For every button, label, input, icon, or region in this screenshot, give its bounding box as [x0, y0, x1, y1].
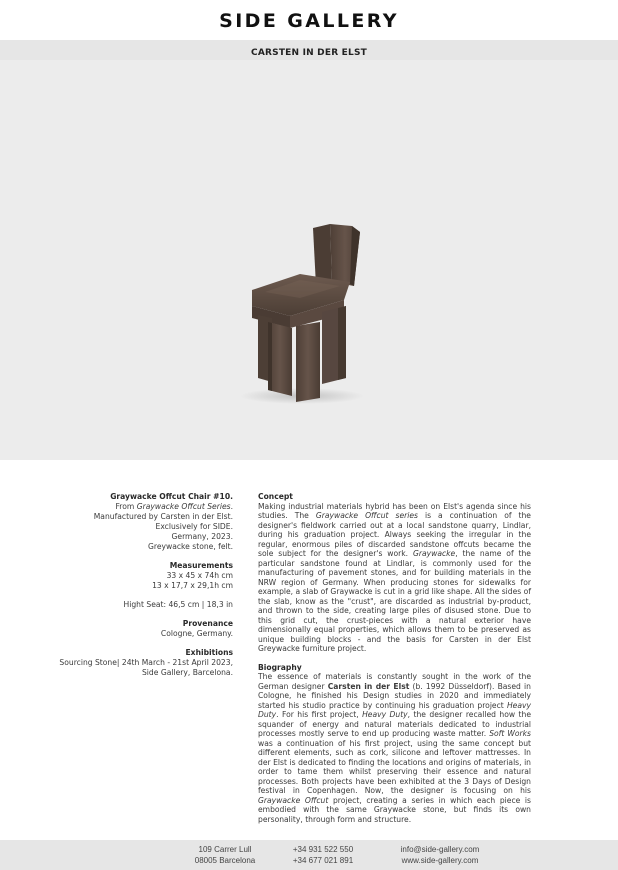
phone-1[interactable]: +34 931 522 550 — [292, 845, 354, 854]
footer-address — [170, 844, 280, 866]
chair-image — [0, 60, 618, 460]
exhibition-line-2: Side Gallery, Barcelona. — [141, 668, 233, 677]
bio-p6: project, creating a series in which each piece is embodied with the same Graywacke stone, but finds its own personality, through form and structure. — [258, 795, 531, 824]
origin: Germany, 2023. — [171, 532, 233, 541]
provenance: Cologne, Germany. — [160, 629, 233, 638]
series-name: Graywacke Offcut Series — [136, 502, 231, 511]
bio-p4: , the designer recalled how the squander of energy and natural materials dedicated to industrial processes mostly serve to end up producing waste matter. — [258, 710, 531, 738]
measurements-cm: 33 x 45 x 74h cm — [166, 571, 233, 580]
provenance-title: Provenance — [182, 619, 233, 628]
text-column — [258, 492, 531, 824]
chair-photo — [0, 60, 618, 460]
series-end: . — [230, 502, 233, 511]
biography-text — [258, 672, 531, 824]
biography-title: Biography — [258, 662, 302, 672]
from-prefix: From — [115, 502, 137, 511]
concept-p2: is a continuation of the designer's fieldwork carried out at a local sandstone quarry, Lindlar, during his graduation project. Always seeking the irregular in the regular, enormous piles of discarded sandstone offcuts became the sole subject for the designer's work. — [258, 511, 531, 558]
exclusivity: Exclusively for SIDE. — [155, 522, 233, 531]
bio-p3: . For his first project, — [276, 710, 363, 719]
footer — [0, 840, 618, 870]
measurements-title: Measurements — [169, 561, 233, 570]
exhibition-line-1: Sourcing Stone| 24th March - 21st April 2023, — [59, 658, 233, 667]
seat-height: Hight Seat: 46,5 cm | 18,3 in — [123, 600, 233, 609]
measurements-in: 13 x 17,7 x 29,1h cm — [152, 581, 233, 590]
artist-bar — [0, 40, 618, 60]
concept-p1: Making industrial materials hybrid has been on Elst's agenda since his studies. The — [258, 501, 531, 520]
manufacturer: Manufactured by Carsten in der Elst. — [93, 512, 233, 521]
bio-p2-em: Heavy Duty — [258, 700, 531, 719]
concept-title: Concept — [258, 492, 293, 501]
artwork-title: Graywacke Offcut Chair #10. — [110, 492, 233, 501]
phone-2[interactable]: +34 677 021 891 — [292, 856, 354, 865]
website-link[interactable]: www.side-gallery.com — [401, 856, 479, 865]
exhibitions-title: Exhibitions — [185, 648, 233, 657]
artwork-details — [33, 492, 233, 678]
address-line-1: 109 Carrer Lull — [198, 845, 252, 854]
bio-p4-em: Soft Works — [489, 729, 531, 738]
gallery-logo[interactable]: SIDE GALLERY — [219, 10, 399, 32]
bio-p3-em: Heavy Duty — [362, 710, 408, 719]
material: Greywacke stone, felt. — [148, 542, 233, 551]
concept-p2-em: Graywacke — [412, 549, 456, 558]
concept-p1-em: Graywacke Offcut series — [315, 511, 418, 520]
bio-p5: was a continuation of his first project, using the same concept but different elements, such as cork, silicone and leftover mattresses. In der Elst is dedicated to finding the locations and origins of materials, in order to tame them whilst preserving their essence and natural processes. Both projects have been exhibited at the 3 Days of Design festival in Copenhagen. Now, the designer is focusing on his — [258, 738, 531, 795]
concept-p3: , the name of the particular sandstone found at Lindlar, is commonly used for the manufacturing of pavement stones, and for building materials in the NRW region of Germany. When producing stones for sidewalks for example, a slab of Graywacke is cut in a grid like shape. All the sides of the slab, know as the "crust", are discarded as industrial by-product, and thrown to the side, creating large piles of disused stone. Due to this grid cut, the crust-pieces with a natural exterior have dimensionally equal properties, which allows them to be preserved as unique building blocks - and the basis for Carsten in der Elst Greywacke furniture project. — [258, 549, 531, 653]
address-line-2: 08005 Barcelona — [194, 856, 256, 865]
footer-phones — [268, 844, 378, 866]
series-line — [33, 502, 233, 512]
header — [0, 0, 618, 40]
concept-text — [258, 502, 531, 654]
bio-p1: The essence of materials is constantly sought in the work of the German designer — [258, 672, 531, 691]
bio-p2: (b. 1992 Düsseldorf). Based in Cologne, he finished his Design studies in 2020 and immediately started his studio practice by continuing his graduation project — [258, 681, 531, 710]
artist-name: CARSTEN IN DER ELST — [251, 48, 367, 58]
bio-p5-em: Graywacke Offcut — [258, 795, 329, 805]
bio-p1-b: Carsten in der Elst — [327, 681, 410, 691]
email-link[interactable]: info@side-gallery.com — [400, 845, 480, 854]
footer-contact — [385, 844, 495, 866]
